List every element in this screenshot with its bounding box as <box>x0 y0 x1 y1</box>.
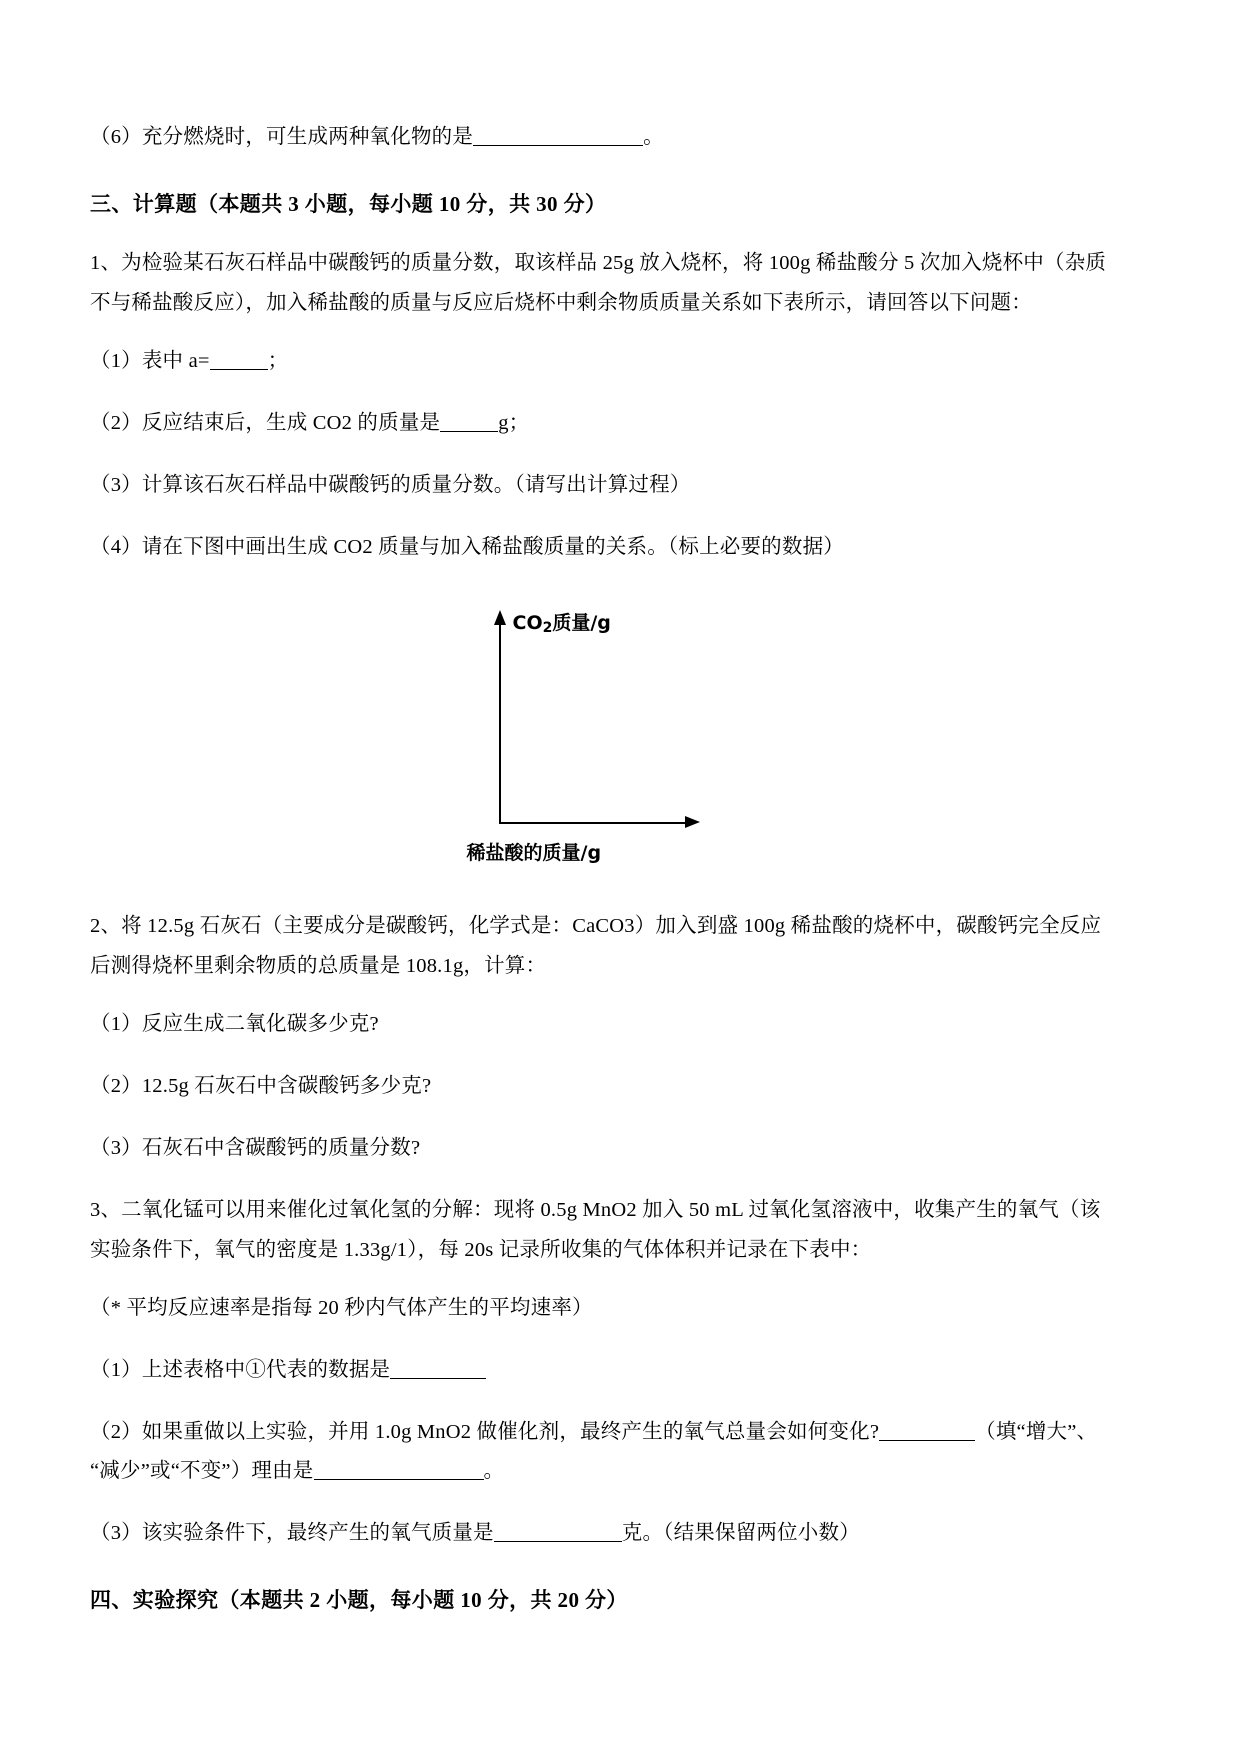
answer-blank[interactable] <box>473 145 643 146</box>
calc-2-sub-3 <box>90 1129 1145 1169</box>
y-axis-label-subscript: 2 <box>542 619 553 636</box>
calc-3-note-text: （* 平均反应速率是指每 20 秒内气体产生的平均速率） <box>90 1296 593 1319</box>
calc-3-sub-2-text: （2）如果重做以上实验，并用 1.0g MnO2 做催化剂，最终产生的氧气总量会如何变化? <box>90 1420 880 1443</box>
calc-3-stem-line-1: 3、二氧化锰可以用来催化过氧化氢的分解：现将 0.5g MnO2 加入 50 mL 过氧化氢溶液中，收集产生的氧气（该 <box>90 1198 1101 1221</box>
calc-1-sub-2 <box>90 404 1145 444</box>
calc-1-sub-4-text: （4）请在下图中画出生成 CO2 质量与加入稀盐酸质量的关系。（标上必要的数据） <box>90 535 844 558</box>
calc-2-sub-1-text: （1）反应生成二氧化碳多少克? <box>90 1012 379 1035</box>
x-axis-arrow-icon <box>685 816 700 828</box>
y-axis-label <box>513 608 611 636</box>
answer-blank[interactable] <box>210 369 268 370</box>
co2-mass-axes-figure <box>90 602 1145 867</box>
y-axis-arrow-icon <box>494 610 506 625</box>
calc-3-sub-2-cont-text: “减少”或“不变”）理由是 <box>90 1460 314 1483</box>
calc-1-sub-1-text: （1）表中 a= <box>90 349 210 372</box>
calc-problem-3-stem <box>90 1191 1145 1271</box>
calc-problem-1-stem <box>90 244 1145 324</box>
question-6-text: （6）充分燃烧时，可生成两种氧化物的是 <box>90 126 474 148</box>
calc-1-stem-line-2: 不与稀盐酸反应），加入稀盐酸的质量与反应后烧杯中剩余物质质量关系如下表所示，请回答以下问题： <box>90 291 1032 314</box>
answer-blank[interactable] <box>879 1440 975 1441</box>
calc-2-stem-line-2: 后测得烧杯里剩余物质的总质量是 108.1g，计算： <box>90 954 547 977</box>
calc-1-sub-1-tail: ； <box>267 349 289 372</box>
section-heading-3: 三、计算题（本题共 3 小题，每小题 10 分，共 30 分） <box>90 191 607 216</box>
calc-2-sub-2 <box>90 1067 1145 1107</box>
section-heading-4: 四、实验探究（本题共 2 小题，每小题 10 分，共 20 分） <box>90 1588 628 1613</box>
answer-blank[interactable] <box>494 1541 622 1542</box>
calc-1-sub-3-text: （3）计算该石灰石样品中碳酸钙的质量分数。（请写出计算过程） <box>90 473 691 496</box>
calc-2-stem-line-1: 2、将 12.5g 石灰石（主要成分是碳酸钙，化学式是：CaCO3）加入到盛 100g 稀盐酸的烧杯中，碳酸钙完全反应 <box>90 914 1102 937</box>
y-axis-label-main: CO <box>512 611 543 634</box>
calc-2-sub-3-text: （3）石灰石中含碳酸钙的质量分数? <box>90 1136 421 1159</box>
answer-blank[interactable] <box>440 431 498 432</box>
answer-blank[interactable] <box>314 1479 484 1480</box>
calc-1-sub-2-text: （2）反应结束后，生成 CO2 的质量是 <box>90 411 441 434</box>
calc-1-sub-1 <box>90 342 1145 382</box>
calc-3-sub-1-text: （1）上述表格中①代表的数据是 <box>90 1358 391 1381</box>
calc-2-sub-1 <box>90 1005 1145 1045</box>
calc-3-sub-3-tail: 克。（结果保留两位小数） <box>621 1522 860 1545</box>
calc-1-stem-line-1: 1、为检验某石灰石样品中碳酸钙的质量分数，取该样品 25g 放入烧杯，将 100g 稀盐酸分 5 次加入烧杯中（杂质 <box>90 251 1107 274</box>
calc-problem-2-stem <box>90 907 1145 987</box>
calc-3-sub-2 <box>90 1413 1145 1493</box>
question-6-line <box>90 118 1145 158</box>
calc-3-note <box>90 1289 1145 1329</box>
calc-3-stem-line-2: 实验条件下，氧气的密度是 1.33g/1），每 20s 记录所收集的气体体积并记录在下表中： <box>90 1238 872 1261</box>
calc-3-sub-1 <box>90 1351 1145 1391</box>
calc-3-sub-2-tail: （填“增大”、 <box>975 1420 1098 1443</box>
x-axis-label: 稀盐酸的质量/g <box>466 841 602 864</box>
calc-1-sub-2-tail: g； <box>498 411 530 434</box>
x-axis-line <box>499 822 689 824</box>
axes-container <box>453 602 783 867</box>
y-axis-label-rest: 质量/g <box>552 611 611 634</box>
calc-1-sub-4 <box>90 528 1145 568</box>
calc-1-sub-3 <box>90 466 1145 506</box>
y-axis-line <box>499 624 501 824</box>
calc-2-sub-2-text: （2）12.5g 石灰石中含碳酸钙多少克? <box>90 1074 432 1097</box>
calc-3-sub-3 <box>90 1514 1145 1554</box>
calc-3-sub-3-text: （3）该实验条件下，最终产生的氧气质量是 <box>90 1522 494 1545</box>
answer-blank[interactable] <box>390 1378 486 1379</box>
question-6-tail: 。 <box>643 126 664 148</box>
calc-3-sub-2-cont-tail: 。 <box>483 1460 505 1483</box>
